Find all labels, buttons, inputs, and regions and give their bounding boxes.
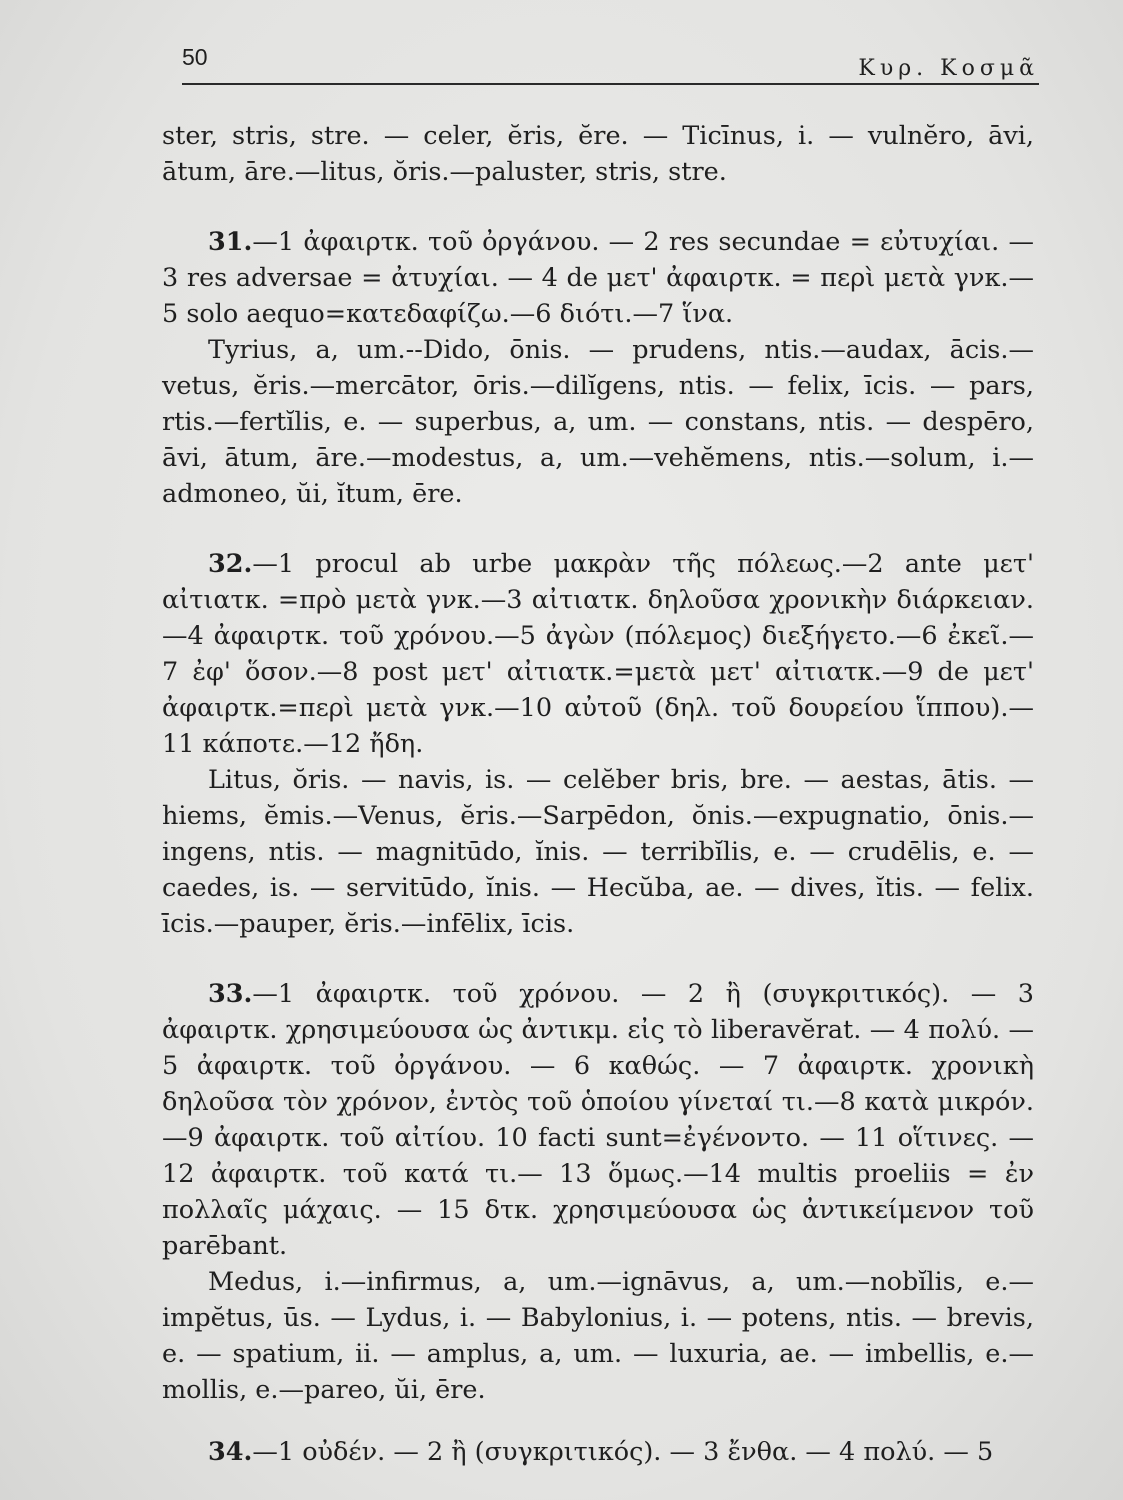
section-32-vocabulary [162,762,1034,942]
paragraph-text: —1 ἀφαιρτκ. τοῦ χρόνου. — 2 ἢ (συγκριτικός). — 3 ἀφαιρτκ. χρησιμεύουσα ὡς ἀντικμ. εἰς τὸ liberavĕrat. — 4 πολύ. — 5 ἀφαιρτκ. τοῦ ὀργάνου. — 6 καθώς. — 7 ἀφαιρτκ. χρονικὴ δηλοῦσα τὸν χρόνον, ἐντὸς τοῦ ὁποίου γίνεταί τι.—8 κατὰ μικρόν.—9 ἀφαιρτκ. τοῦ αἰτίου. 10 facti sunt=ἐγένοντο. — 11 οἵτινες. — 12 ἀφαιρτκ. τοῦ κατά τι.— 13 ὅμως.—14 multis proeliis = ἐν πολλαῖς μάχαις. — 15 δτκ. χρησιμεύουσα ὡς ἀντικείμενον τοῦ parēbant. [162,979,1034,1261]
section-number: 34. [208,1437,253,1467]
section-31-notes [162,224,1034,332]
page-header [182,44,1039,94]
section-number: 33. [208,979,253,1009]
section-number: 31. [208,227,253,257]
paragraph-text: Litus, ŏris. — navis, is. — celĕber bris, bre. — aestas, ātis. — hiems, ĕmis.—Venus, ĕris.—Sarpēdon, ŏnis.—expugnatio, ōnis.— ingens, ntis. — magnitūdo, ĭnis. — terribĭlis, e. — crudēlis, e. — caedes, is. — servitūdo, ĭnis. — Hecŭba, ae. — dives, ĭtis. — felix. īcis.—pauper, ĕris.—infēlix, īcis. [162,765,1034,939]
section-gap [162,190,1034,224]
section-31-vocabulary [162,332,1034,512]
section-34-notes [162,1434,1034,1470]
paragraph-text: ster, stris, stre. — celer, ĕris, ĕre. — Ticīnus, i. — vulnĕro, āvi, ātum, āre.—litus, ŏris.—paluster, stris, stre. [162,121,1034,187]
header-rule [182,83,1039,85]
section-32-notes [162,546,1034,762]
running-head: Κυρ. Κοσμᾶ [858,56,1039,81]
page-body [162,118,1034,1470]
section-number: 32. [208,549,253,579]
paragraph-text: Tyrius, a, um.--Dido, ōnis. — prudens, ntis.—audax, ācis.— vetus, ĕris.—mercātor, ōris.—dilĭgens, ntis. — felix, īcis. — pars, rtis.—fertĭlis, e. — superbus, a, um. — constans, ntis. — despēro, āvi, ātum, āre.—modestus, a, um.—vehĕmens, ntis.—solum, i.— admoneo, ŭi, ĭtum, ēre. [162,335,1034,509]
paragraph-text: —1 procul ab urbe μακρὰν τῆς πόλεως.—2 ante μετ' αἰτιατκ. =πρὸ μετὰ γνκ.—3 αἰτιατκ. δηλοῦσα χρονικὴν διάρκειαν.—4 ἀφαιρτκ. τοῦ χρόνου.—5 ἀγὼν (πόλεμος) διεξήγετο.—6 ἐκεῖ.—7 ἐφ' ὅσον.—8 post μετ' αἰτιατκ.=μετὰ μετ' αἰτιατκ.—9 de μετ' ἀφαιρτκ.=περὶ μετὰ γνκ.—10 αὐτοῦ (δηλ. τοῦ δουρείου ἵππου).—11 κάποτε.—12 ἤδη. [162,549,1034,759]
paragraph-text: —1 ἀφαιρτκ. τοῦ ὀργάνου. — 2 res secundae = εὐτυχίαι. — 3 res adversae = ἀτυχίαι. — 4 de μετ' ἀφαιρτκ. = περὶ μετὰ γνκ.— 5 solo aequo=κατεδαφίζω.—6 διότι.—7 ἵνα. [162,227,1034,329]
section-33-notes [162,976,1034,1264]
section-33-vocabulary [162,1264,1034,1408]
section-gap [162,1408,1034,1434]
paragraph-text: —1 οὐδέν. — 2 ἢ (συγκριτικός). — 3 ἔνθα. — 4 πολύ. — 5 [252,1437,994,1467]
section-gap [162,512,1034,546]
paragraph-vocabulary-30-end [162,118,1034,190]
paragraph-text: Medus, i.—infirmus, a, um.—ignāvus, a, um.—nobĭlis, e.— impĕtus, ūs. — Lydus, i. — Babylonius, i. — potens, ntis. — brevis, e. — spatium, ii. — amplus, a, um. — luxuria, ae. — imbellis, e.—mollis, e.—pareo, ŭi, ēre. [162,1267,1034,1405]
section-gap [162,942,1034,976]
page-number: 50 [182,44,208,70]
